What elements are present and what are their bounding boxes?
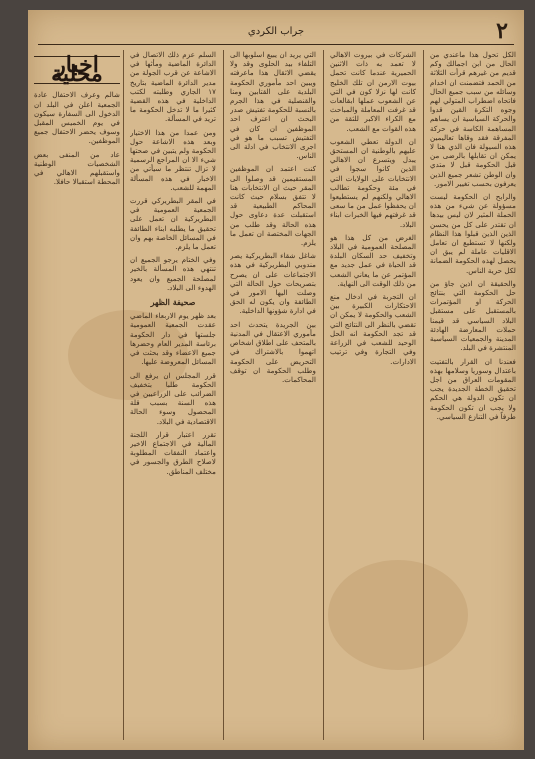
paragraph: شالم وعرف الاحتفال عادة الجمعية اعلن في البلد ان الدخول الى السفارة سيكون في يوم الخميس المقبل وسوف يحضر الاحتفال جميع الموظفين. [34, 90, 120, 146]
paragraph: تقرر اعتبار قرار اللجنة المالية في الاجتماع الاخير واعتماد النفقات المطلوبة لاصلاح الطرق والجسور في مختلف المناطق. [130, 429, 216, 476]
newspaper-page [28, 10, 524, 750]
local-news-heading: اخبار محلية [34, 56, 120, 84]
paragraph: شاغل شقاء البطريركية يصر مندوبي البطريركية في هذه الاجتماعات على ان يصرح بتصريحات حول الحالة التي وصلت اليها الامور في الطائفة وان يكون له الحق في ادارة شؤونها الداخلية. [230, 251, 316, 316]
paragraph: التي يريد ان يبيع اسلوبها الى التلفاء بيد الحلوى وقد ولا يقضي الاثقال هذا ماعرفته ويبين احد مأموري الحكومة البلدية على القتابين ومنا والقنصلية في هذا الجرم بالنسبة للحكومة تفتيش صدر البحث ان اعترف احد الموظفين ان كان في التفتيش تسبب ما هو في اجرى الانتخاب في ادلة الى الناس. [230, 50, 316, 161]
paragraph: ان الدولة تعطي الشعوب عليهم بالوطنية ان المستحق يبدل ويتسرع ان الاهالي الذين كانوا سجوا في الانتخابات على الولايات التي في مئة وحكومة تطالب الاهالي ولكنهم لم يستطيعوا ان يحفظوا عمل من ما سعى قد غرفتهم فيها الخبرات ابناء البلاد. [330, 136, 416, 229]
paragraph: السلم عزم ذلك الاتصال في الدائرة الماضية ومأثها في الاشاعة عن قرب الجولة من مدير الدائرة الماضية بتاريخ ١٧ الجاري وطلبته لكتب الداخلية في هذه القضية كثيرا ما لا تدخل الحكومة ما تريد في المسألة. [130, 50, 216, 124]
column-5 [34, 50, 120, 740]
page-number: ٢ [496, 18, 508, 44]
newspaper-title: جراب الكردي [247, 25, 305, 37]
column-divider [323, 50, 324, 740]
paragraph: الكل تحول هذا ماعندي من الحال من ابن اجمالك وكم قديم من غيرهم قرأت الثلاثة من الحمد فتضمنت ان اخدام وسائله من سبب جميع الحال فاتحاه اضطراب المتولي لهم وجوه التكرة القين قدوا والحركة السياسية ان يساهم المساهمة الكاسة في حركة المفرقة فقد وقاها تعاليمين هذه السيولة فان الذي هنا لا يمكن ان تقابلها بالرضى من قبل الحكومة قبل لا متدي وان الوطن تشعر جميع الذين يعرفون بحسب تغيير الامور. [430, 50, 516, 188]
column-2 [330, 50, 416, 740]
paragraph: والحقيقة ان اذين جاؤ من حل الحكومة التي بنتائج الحركة او المؤتمرات بالمستقبل على مستقبل البلاد السياسي قد قيمنا حملات المعارضة الهادئة المدينة والجمعيات السياسية المنتشرة في البلد. [430, 278, 516, 353]
paragraph: بعد ظهر يوم الاربعاء الماضي عقدت الجمعية العمومية جلستها في دار الحكومة برئاسة المدير العام وحضرها جميع الاعضاء وقد بحثت في المسائل المعروضة عليها. [130, 311, 216, 367]
paragraph: كنت اعتمد ان الموظفين المستقيمين قد وصلوا الى المقر حيث ان الانتخابات هنا لا تتفق بسلام حيث كانت المحاكم الطبيعية قد استقبلت عدة دعاوى حول هذه الحالة وقد طلب من الجهات المختصة ان تعمل ما يلزم. [230, 164, 316, 248]
paragraph: فعندنا ان القرار بالتفتيت باعتدال وسوريا وسلامها بهذه المقومات العراق من اجل تحقيق الخطة الجديدة يجب ان تكون الدولة هي الحكم ولا يجب ان تكون الحكومة طرفاً في التنازع السياسي. [430, 356, 516, 421]
column-4 [130, 50, 216, 740]
column-divider [223, 50, 224, 740]
page-header [38, 18, 514, 45]
paragraph: والرابح ان الحكومة ليست مسؤولة عن شيء من هذه الحملة المثير لان ليس بيدها ان تقتدر على كل من يحسن الذين الذين قبلوا هذا النظام ولكنها لا تستطيع ان تعامل الاقليات عاملة لم يبق ان يحصل لهذه الحكومة الضمانة لكل حرية الناس. [430, 192, 516, 275]
paragraph: قرر المجلس ان يرفع الى الحكومة طلبا بتخفيف الضرائب على الزراعيين في هذه السنة بسبب قلة المحصول وسوء الحالة الاقتصادية في البلاد. [130, 370, 216, 426]
column-3 [230, 50, 316, 740]
paragraph: ومن عمدا من هذا الاختيار وبعد هذه الاشاعة حول الحكومة ولم يتبين في صحتها شيء الا ان المراجع الرسمية لا تزال تنتظر ما سيأتي من الاخبار في هذه المسألة المهمة للشعب. [130, 127, 216, 192]
paragraph: عاد من المنفى بعض الشخصيات الوطنية واستقبلهم الاهالي في المحطة استقبالا حافلا. [34, 149, 120, 187]
column-divider [423, 50, 424, 740]
column-divider [123, 50, 124, 740]
column-1 [430, 50, 516, 740]
section-subheading: صحيفة الظهر [150, 297, 196, 308]
paragraph: وفي الختام يرجو الجميع ان تنتهي هذه المسألة بالخير لمصلحة الجميع وان يعود الهدوء الى البلاد. [130, 255, 216, 292]
paragraph: الشركات في بيروت الاهالي لا تعمد به ذات الاثنين الحميرية عندما كانت تحمل بيوت الارمن ان تلك الخليج كانت لها نزلا كون في التي عن الشعوب عملها ابقالعات قد غرفت المعاملة والمباحث مع الكراء الاكبر للثقة من هذه القوات مع الشعب. [330, 50, 416, 133]
paragraph: بين الجريدة يتحدث احد مأموري الاعتقال في المدنية بالمتحف على اطلاق اشخاص اتهموا بالاشتراك في التحريض على الحكومة وطلب الحكومة ان توقف المحاكمات. [230, 319, 316, 384]
paragraph: الغرض من كل هذا هو المصلحة العمومية في البلاد وتخفيف حد السكان البلدة قد الحياة في عمل جديد مع المؤتمر عن ما يعاني الشعب من ذلك الوقت الى النهاية. [330, 232, 416, 288]
paragraph: في المقر البطريركي قررت الجمعية العمومية في البطريركية ان تعمل على تحقيق ما يطلبه ابناء الطائفة في المسائل الخاصة بهم وان تعمل ما يلزم. [130, 196, 216, 252]
paragraph: ان التجربة في ادخال منع الاحتكارات الكبيرة بين الشعب والحكومة لا يمكن ان تقضي بالنظر الى النتائج التي قد تجد الحكومة انه الحل الوحيد للشعب في الزراعة وفي التجارة وفي ترتيب الادارات. [330, 292, 416, 366]
